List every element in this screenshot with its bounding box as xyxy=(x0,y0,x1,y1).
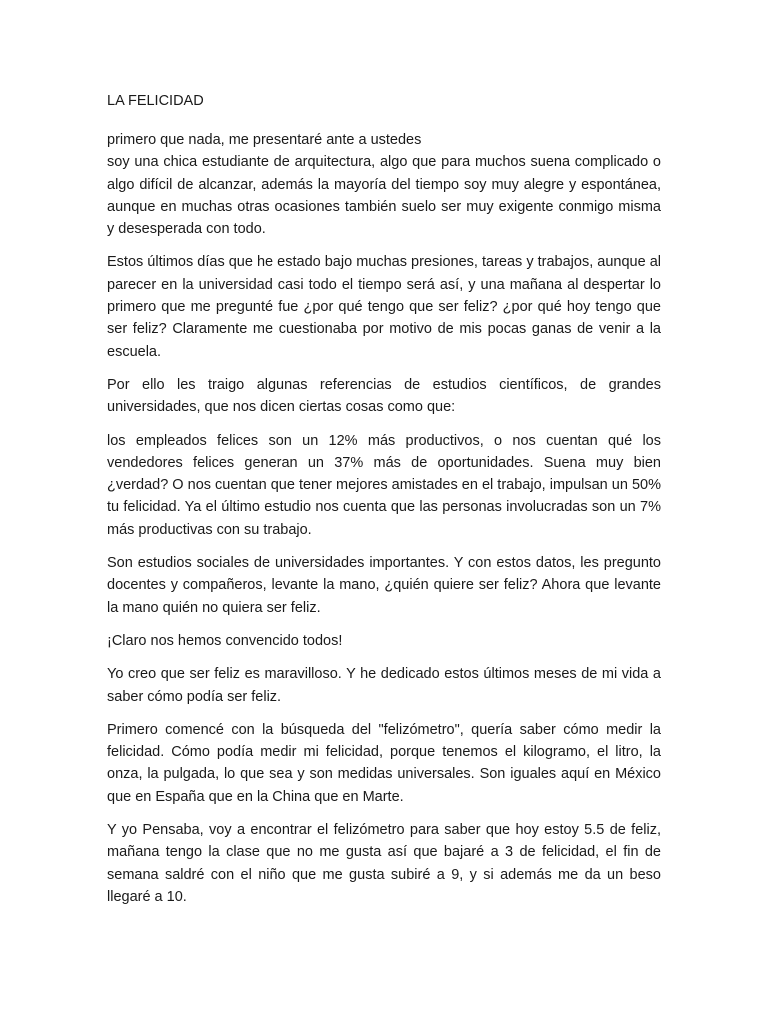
paragraph-2: Estos últimos días que he estado bajo muchas presiones, tareas y trabajos, aunque al parecer en la universidad casi todo el tiempo será así, y una mañana al despertar lo primero que me pregunté fue ¿por qué tengo que ser feliz? ¿por qué hoy tengo que ser feliz? Claramente me cuestionaba por motivo de mis pocas ganas de venir a la escuela. xyxy=(107,254,661,360)
paragraph-3: Por ello les traigo algunas referencias de estudios científicos, de grandes universidades, que nos dicen ciertas cosas como que: xyxy=(107,376,661,416)
paragraph-8: Primero comencé con la búsqueda del "felizómetro", quería saber cómo medir la felicidad. Cómo podía medir mi felicidad, porque tenemos el kilogramo, el litro, la onza, la pulgada, lo que sea y son medidas universales. Son iguales aquí en México que en España que en la China que en Marte. xyxy=(107,721,661,805)
paragraph-9: Y yo Pensaba, voy a encontrar el felizómetro para saber que hoy estoy 5.5 de feliz, mañana tengo la clase que no me gusta así que bajaré a 3 de felicidad, el fin de semana saldré con el niño que me gusta subiré a 9, y si además me da un beso llegaré a 10. xyxy=(107,822,661,905)
paragraph-intro: primero que nada, me presentaré ante a ustedes xyxy=(107,132,422,148)
paragraph-1: soy una chica estudiante de arquitectura, algo que para muchos suena complicado o algo difícil de alcanzar, además la mayoría del tiempo soy muy alegre y espontánea, aunque en muchas otras ocasiones también suelo ser muy exigente conmigo misma y desesperada con todo. xyxy=(107,154,661,238)
paragraph-5: Son estudios sociales de universidades importantes. Y con estos datos, les pregunto docentes y compañeros, levante la mano, ¿quién quiere ser feliz? Ahora que levante la mano quién no quiera ser feliz. xyxy=(107,555,661,616)
paragraph-7: Yo creo que ser feliz es maravilloso. Y he dedicado estos últimos meses de mi vida a saber cómo podía ser feliz. xyxy=(107,666,661,705)
paragraph-4: los empleados felices son un 12% más productivos, o nos cuentan qué los vendedores felices generan un 37% más de oportunidades. Suena muy bien ¿verdad? O nos cuentan que tener mejores amistades en el trabajo, impulsan un 50% tu felicidad. Ya el último estudio nos cuenta que las personas involucradas son un 7% más productivas con su trabajo. xyxy=(107,432,661,538)
document-page xyxy=(107,90,661,919)
document-title: LA FELICIDAD xyxy=(107,93,204,109)
paragraph-6: ¡Claro nos hemos convencido todos! xyxy=(107,632,343,649)
